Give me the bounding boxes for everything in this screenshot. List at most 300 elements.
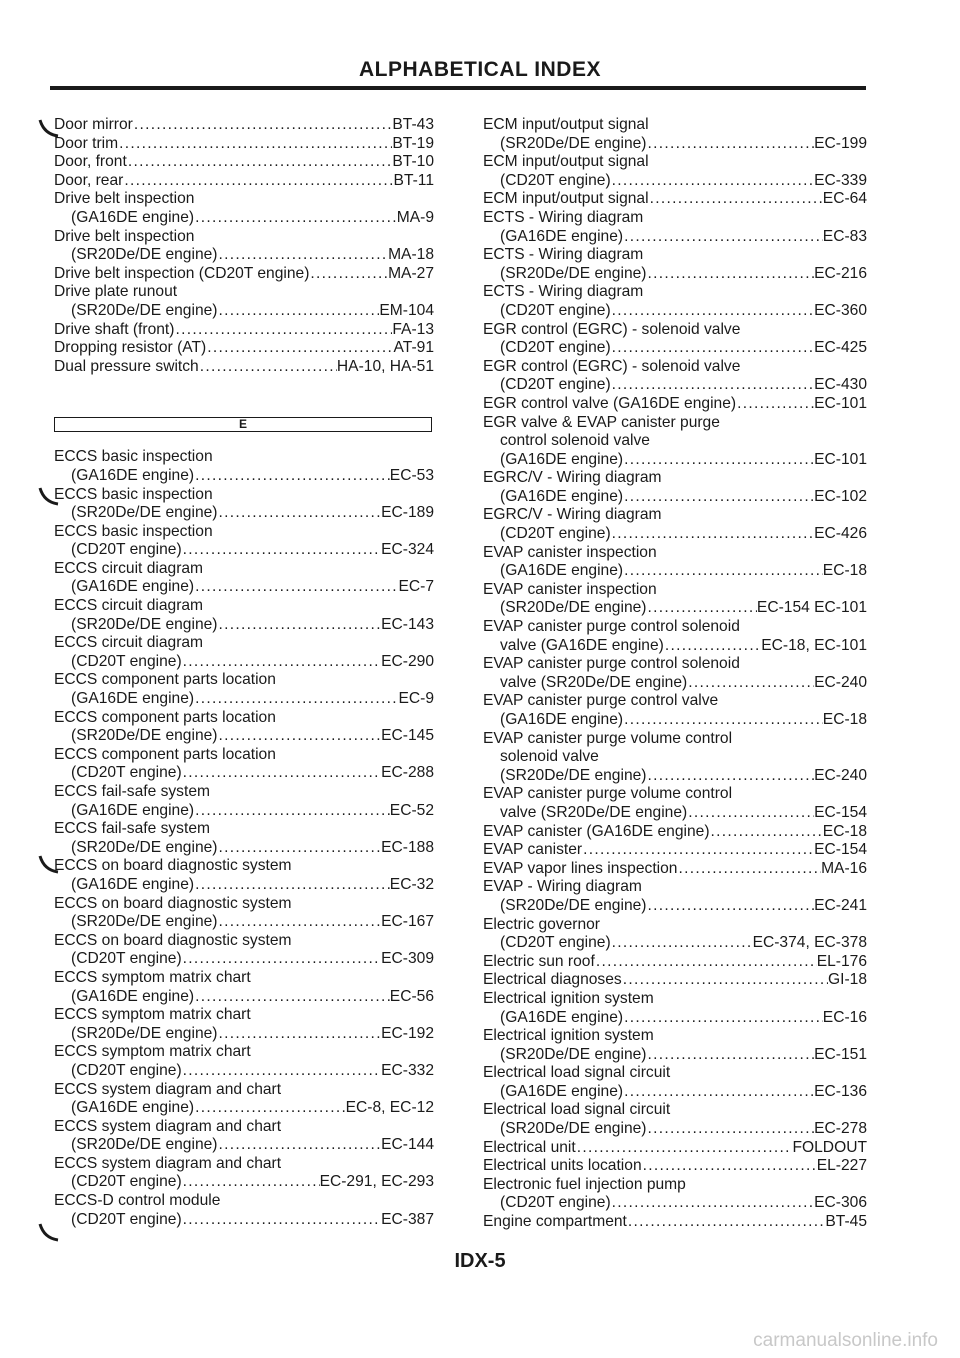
entry-title: ECCS-D control module [54, 1192, 221, 1210]
entry-page-ref[interactable]: EC-18 [822, 711, 867, 728]
index-entry [483, 599, 867, 618]
entry-page-ref[interactable]: EC-56 [389, 987, 434, 1005]
dot-leader [174, 321, 392, 340]
entry-title: ECCS fail-safe system [54, 820, 210, 838]
index-entry [54, 616, 434, 635]
entry-page-ref[interactable]: EC-154 EC-101 [756, 599, 867, 617]
entry-title: ECCS on board diagnostic system [54, 894, 292, 912]
entry-title: ECCS on board diagnostic system [54, 931, 292, 949]
entry-title: (GA16DE engine) [500, 1008, 624, 1026]
entry-title: ECCS system diagram and chart [54, 1154, 282, 1172]
index-entry [54, 504, 434, 523]
dot-leader [611, 302, 814, 321]
entry-page-ref[interactable]: EL-227 [816, 1157, 867, 1175]
entry-title: EGR valve & EVAP canister purge [483, 413, 720, 431]
index-entry [483, 209, 867, 228]
entry-title: Drive plate runout [54, 283, 178, 301]
index-entry [54, 1136, 434, 1155]
entry-title: (SR20De/DE engine) [71, 838, 218, 856]
entry-page-ref[interactable]: EC-18 [822, 822, 867, 840]
dot-leader [611, 525, 814, 544]
index-entry [54, 969, 434, 988]
index-entry [54, 1099, 434, 1118]
entry-page-ref[interactable]: EC-240 [814, 766, 867, 784]
index-entry [54, 578, 434, 597]
index-entry [54, 764, 434, 783]
index-entry [54, 190, 434, 209]
entry-title: (SR20De/DE engine) [500, 1045, 647, 1063]
entry-page-ref[interactable]: EC-7 [398, 578, 434, 596]
watermark: carmanualsonline.info [753, 1330, 938, 1351]
dot-leader [622, 971, 828, 990]
dot-leader [118, 135, 392, 154]
index-entry [483, 785, 867, 804]
dot-leader [623, 562, 823, 581]
entry-title: (GA16DE engine) [500, 487, 624, 505]
dot-leader [217, 616, 381, 635]
dot-leader [687, 674, 814, 693]
entry-page-ref[interactable]: FOLDOUT [792, 1138, 867, 1156]
entry-title: (GA16DE engine) [500, 711, 624, 728]
binder-mark-bottom [38, 1222, 62, 1244]
entry-title: ECCS circuit diagram [54, 559, 204, 577]
entry-page-ref[interactable]: EC-374, EC-378 [752, 934, 867, 952]
entry-page-ref[interactable]: EC-8, EC-12 [345, 1099, 434, 1117]
index-entry [54, 783, 434, 802]
index-entry [54, 1118, 434, 1137]
entry-title: Electric sun roof [483, 952, 595, 970]
entry-page-ref[interactable]: BT-43 [392, 116, 434, 133]
dot-leader [623, 711, 823, 730]
index-entry [54, 597, 434, 616]
dot-leader [646, 1120, 814, 1139]
entry-title: Drive belt inspection [54, 227, 195, 245]
dot-leader [582, 841, 814, 860]
index-entry [54, 932, 434, 951]
index-entry [54, 523, 434, 542]
entry-page-ref[interactable]: GI-18 [828, 971, 867, 989]
entry-page-ref[interactable]: EC-324 [381, 541, 434, 559]
dot-leader [194, 802, 390, 821]
entry-title: EVAP canister inspection [483, 580, 657, 598]
entry-page-ref[interactable]: EC-154 [814, 803, 867, 821]
entry-page-ref[interactable]: EC-144 [381, 1136, 434, 1154]
dot-leader [217, 246, 388, 265]
entry-title: (SR20De/DE engine) [71, 1136, 218, 1154]
dot-leader [217, 1025, 381, 1044]
index-entry [483, 544, 867, 563]
index-entry [54, 135, 434, 154]
entry-page-ref[interactable]: FA-13 [392, 320, 434, 338]
dot-leader [611, 1194, 814, 1213]
index-entry [54, 1155, 434, 1174]
index-entry [54, 1006, 434, 1025]
index-entry [54, 541, 434, 560]
index-entry [483, 172, 867, 191]
dot-leader [646, 599, 756, 618]
entry-page-ref[interactable]: EC-16 [822, 1008, 867, 1026]
index-entry [483, 897, 867, 916]
entry-page-ref[interactable]: EC-278 [814, 1120, 867, 1138]
index-entry [54, 1173, 434, 1192]
index-entry [483, 711, 867, 730]
dot-leader [194, 690, 398, 709]
index-entry [483, 1176, 867, 1195]
entry-title: Engine compartment [483, 1213, 627, 1231]
entry-title: (CD20T engine) [500, 934, 611, 952]
entry-title: (CD20T engine) [500, 171, 611, 189]
entry-page-ref[interactable]: EC-216 [814, 264, 867, 282]
dot-leader [194, 988, 390, 1007]
entry-title: Drive belt inspection [54, 190, 195, 208]
entry-title: (GA16DE engine) [71, 987, 195, 1005]
index-list-d [54, 116, 434, 376]
dot-leader [646, 897, 814, 916]
entry-title: (CD20T engine) [71, 1061, 182, 1079]
dot-leader [182, 1211, 381, 1230]
entry-title: Door trim [54, 134, 119, 152]
entry-title: Electrical ignition system [483, 1027, 654, 1045]
entry-title: EVAP vapor lines inspection [483, 859, 678, 877]
entry-title: (CD20T engine) [71, 541, 182, 559]
index-entry [54, 876, 434, 895]
entry-title: (CD20T engine) [71, 1210, 182, 1228]
index-entry [483, 1213, 867, 1232]
entry-title: ECTS - Wiring diagram [483, 208, 644, 226]
index-entry [483, 414, 867, 433]
entry-title: ECM input/output signal [483, 116, 649, 133]
entry-page-ref[interactable]: EL-176 [816, 952, 867, 970]
index-entry [54, 988, 434, 1007]
entry-title: ECM input/output signal [483, 190, 649, 208]
entry-page-ref[interactable]: EC-199 [814, 134, 867, 152]
entry-title: (CD20T engine) [71, 950, 182, 968]
dot-leader [217, 727, 381, 746]
entry-title: (SR20De/DE engine) [500, 1120, 647, 1138]
dot-leader [576, 1139, 793, 1158]
entry-title: Drive belt inspection (CD20T engine) [54, 264, 310, 282]
entry-title: (GA16DE engine) [71, 578, 195, 596]
page-number: IDX-5 [454, 1250, 506, 1272]
entry-page-ref[interactable]: EC-309 [381, 950, 434, 968]
index-entry [483, 1120, 867, 1139]
dot-leader [646, 135, 814, 154]
index-entry [54, 1062, 434, 1081]
dot-leader [309, 265, 388, 284]
page-title: ALPHABETICAL INDEX [359, 58, 601, 81]
entry-page-ref[interactable]: EC-101 [814, 450, 867, 468]
entry-title: Door, front [54, 153, 127, 171]
index-entry [54, 172, 434, 191]
index-entry [483, 618, 867, 637]
index-entry [54, 913, 434, 932]
entry-page-ref[interactable]: AT-91 [393, 339, 434, 357]
entry-title: EVAP canister inspection [483, 543, 657, 561]
entry-title: EVAP canister purge volume control [483, 785, 733, 803]
index-entry [483, 804, 867, 823]
entry-page-ref[interactable]: MA-18 [388, 246, 434, 264]
index-list-e-right [483, 116, 867, 1232]
entry-page-ref[interactable]: EC-143 [381, 615, 434, 633]
dot-leader [664, 637, 761, 656]
index-entry [54, 1043, 434, 1062]
dot-leader [710, 823, 823, 842]
entry-title: EVAP - Wiring diagram [483, 878, 642, 896]
entry-page-ref[interactable]: EC-52 [389, 801, 434, 819]
entry-title: solenoid valve [500, 748, 599, 766]
index-entry [54, 1025, 434, 1044]
index-entry [483, 934, 867, 953]
dot-leader [217, 913, 381, 932]
binder-mark-upper [38, 486, 62, 508]
entry-title: ECCS symptom matrix chart [54, 1006, 251, 1024]
entry-title: (SR20De/DE engine) [71, 301, 218, 319]
entry-title: (CD20T engine) [71, 1173, 182, 1191]
entry-page-ref[interactable]: EC-145 [381, 727, 434, 745]
index-entry [483, 674, 867, 693]
entry-title: valve (GA16DE engine) [500, 636, 664, 654]
dot-leader [217, 1136, 381, 1155]
entry-title: valve (SR20De/DE engine) [500, 673, 688, 691]
title-rule [50, 86, 866, 90]
entry-title: (GA16DE engine) [500, 450, 624, 468]
index-entry [483, 488, 867, 507]
index-entry [483, 451, 867, 470]
dot-leader [687, 804, 814, 823]
entry-title: ECCS component parts location [54, 671, 276, 689]
entry-title: Dropping resistor (AT) [54, 339, 207, 357]
entry-title: EVAP canister purge control valve [483, 692, 719, 710]
entry-page-ref[interactable]: EC-425 [814, 339, 867, 357]
entry-title: ECCS component parts location [54, 745, 276, 763]
index-entry [483, 971, 867, 990]
binder-mark-lower [38, 854, 62, 876]
entry-page-ref[interactable]: MA-16 [821, 859, 867, 877]
entry-page-ref[interactable]: EC-9 [398, 690, 434, 708]
index-entry [54, 634, 434, 653]
dot-leader [217, 839, 381, 858]
index-entry [54, 116, 434, 135]
entry-page-ref[interactable]: BT-10 [392, 153, 434, 171]
entry-page-ref[interactable]: EC-430 [814, 376, 867, 394]
index-entry [483, 153, 867, 172]
entry-title: Electrical ignition system [483, 989, 654, 1007]
index-entry [54, 283, 434, 302]
dot-leader [642, 1157, 817, 1176]
entry-title: (CD20T engine) [500, 1194, 611, 1212]
entry-page-ref[interactable]: BT-19 [392, 134, 434, 152]
dot-leader [217, 302, 379, 321]
index-entry [54, 209, 434, 228]
entry-page-ref[interactable]: EC-167 [381, 913, 434, 931]
entry-title: ECCS symptom matrix chart [54, 1043, 251, 1061]
entry-title: (GA16DE engine) [71, 690, 195, 708]
entry-title: (SR20De/DE engine) [500, 766, 647, 784]
index-entry [54, 358, 434, 377]
index-entry [54, 467, 434, 486]
dot-leader [646, 265, 814, 284]
entry-title: ECTS - Wiring diagram [483, 283, 644, 301]
entry-page-ref[interactable]: BT-45 [825, 1213, 867, 1231]
index-entry [54, 339, 434, 358]
index-entry [54, 302, 434, 321]
entry-title: ECCS on board diagnostic system [54, 857, 292, 875]
dot-leader [646, 767, 814, 786]
entry-page-ref[interactable]: EC-32 [389, 875, 434, 893]
entry-page-ref[interactable]: EC-18, EC-101 [761, 636, 867, 654]
index-entry [483, 116, 867, 135]
entry-title: ECM input/output signal [483, 153, 649, 171]
entry-page-ref[interactable]: EC-53 [389, 466, 434, 484]
entry-page-ref[interactable]: HA-10, HA-51 [336, 357, 434, 375]
index-entry [483, 730, 867, 749]
entry-page-ref[interactable]: EC-102 [814, 487, 867, 505]
entry-title: valve (SR20De/DE engine) [500, 803, 688, 821]
index-entry [483, 228, 867, 247]
dot-leader [611, 172, 814, 191]
entry-title: (CD20T engine) [500, 525, 611, 543]
entry-page-ref[interactable]: EC-18 [822, 562, 867, 580]
entry-page-ref[interactable]: EC-189 [381, 504, 434, 522]
entry-title: (CD20T engine) [71, 652, 182, 670]
entry-title: (SR20De/DE engine) [500, 896, 647, 914]
entry-page-ref[interactable]: EC-241 [814, 896, 867, 914]
index-entry [54, 448, 434, 467]
index-entry [483, 860, 867, 879]
dot-leader [182, 541, 381, 560]
dot-leader [194, 467, 390, 486]
index-entry [483, 469, 867, 488]
entry-page-ref[interactable]: EC-64 [822, 190, 867, 208]
index-entry [483, 1083, 867, 1102]
index-entry [483, 841, 867, 860]
entry-title: Electrical load signal circuit [483, 1101, 671, 1119]
entry-page-ref[interactable]: EC-360 [814, 301, 867, 319]
section-header-e [54, 417, 432, 432]
index-entry [54, 153, 434, 172]
index-entry [54, 265, 434, 284]
entry-title: (GA16DE engine) [71, 466, 195, 484]
entry-title: ECCS fail-safe system [54, 783, 210, 800]
index-entry [483, 1101, 867, 1120]
entry-page-ref[interactable]: BT-11 [393, 171, 434, 189]
entry-title: (GA16DE engine) [71, 208, 195, 226]
index-entry [483, 1046, 867, 1065]
entry-title: EGR control (EGRC) - solenoid valve [483, 320, 741, 338]
entry-title: Door, rear [54, 171, 124, 189]
entry-title: ECCS circuit diagram [54, 634, 204, 652]
index-entry [483, 637, 867, 656]
index-entry [54, 820, 434, 839]
index-entry [54, 321, 434, 340]
entry-title: EGRC/V - Wiring diagram [483, 469, 662, 487]
entry-title: ECTS - Wiring diagram [483, 246, 644, 264]
index-entry [483, 246, 867, 265]
entry-page-ref[interactable]: EC-154 [814, 841, 867, 859]
entry-page-ref[interactable]: MA-27 [388, 264, 434, 282]
entry-title: (SR20De/DE engine) [71, 246, 218, 264]
entry-page-ref[interactable]: EC-136 [814, 1082, 867, 1100]
entry-page-ref[interactable]: EC-151 [814, 1045, 867, 1063]
section-gap [54, 376, 434, 417]
entry-title: (GA16DE engine) [500, 227, 624, 245]
entry-page-ref[interactable]: EC-339 [814, 171, 867, 189]
index-entry [483, 692, 867, 711]
entry-page-ref[interactable]: EC-188 [381, 838, 434, 856]
index-entry [483, 767, 867, 786]
entry-page-ref[interactable]: EC-387 [381, 1210, 434, 1228]
entry-title: EGR control (EGRC) - solenoid valve [483, 357, 741, 375]
index-entry [483, 1064, 867, 1083]
entry-page-ref[interactable]: EC-290 [381, 652, 434, 670]
entry-title: (GA16DE engine) [71, 1099, 195, 1117]
index-entry [54, 839, 434, 858]
entry-page-ref[interactable]: EC-101 [814, 394, 867, 412]
dot-leader [736, 395, 814, 414]
dot-leader [677, 860, 821, 879]
dot-leader [206, 339, 393, 358]
entry-page-ref[interactable]: EC-306 [814, 1194, 867, 1212]
dot-leader [199, 358, 337, 377]
dot-leader [595, 953, 817, 972]
entry-page-ref[interactable]: EC-426 [814, 525, 867, 543]
entry-page-ref[interactable]: EC-291, EC-293 [319, 1173, 434, 1191]
entry-title: EVAP canister (GA16DE engine) [483, 822, 710, 840]
dot-leader [182, 1062, 381, 1081]
entry-title: ECCS basic inspection [54, 522, 213, 540]
dot-leader [182, 653, 381, 672]
entry-page-ref[interactable]: EC-332 [381, 1061, 434, 1079]
index-entry [483, 823, 867, 842]
index-entry [54, 1211, 434, 1230]
index-entry [54, 1192, 434, 1211]
index-entry [54, 228, 434, 247]
entry-title: (SR20De/DE engine) [500, 264, 647, 282]
index-entry [483, 878, 867, 897]
index-entry [54, 671, 434, 690]
entry-page-ref[interactable]: EC-240 [814, 673, 867, 691]
entry-page-ref[interactable]: EC-83 [822, 227, 867, 245]
index-entry [483, 562, 867, 581]
index-entry [483, 1139, 867, 1158]
index-entry [54, 709, 434, 728]
index-entry [483, 990, 867, 1009]
index-entry [483, 190, 867, 209]
entry-page-ref[interactable]: EC-192 [381, 1024, 434, 1042]
dot-leader [623, 1009, 823, 1028]
dot-leader [623, 451, 814, 470]
index-entry [483, 655, 867, 674]
entry-title: ECCS circuit diagram [54, 597, 204, 615]
index-entry [54, 746, 434, 765]
section-letter: E [238, 417, 247, 432]
index-entry [483, 321, 867, 340]
binder-mark-top [38, 118, 62, 140]
dot-leader [182, 950, 381, 969]
index-entry [483, 953, 867, 972]
entry-page-ref[interactable]: EM-104 [379, 301, 434, 319]
entry-title: EVAP canister purge volume control [483, 729, 733, 747]
entry-page-ref[interactable]: EC-288 [381, 764, 434, 782]
index-entry [483, 395, 867, 414]
entry-title: (SR20De/DE engine) [71, 504, 218, 522]
entry-page-ref[interactable]: MA-9 [396, 208, 434, 226]
index-entry [483, 506, 867, 525]
dot-leader [627, 1213, 826, 1232]
index-entry [483, 1194, 867, 1213]
dot-leader [182, 764, 381, 783]
entry-title: (GA16DE engine) [500, 562, 624, 580]
